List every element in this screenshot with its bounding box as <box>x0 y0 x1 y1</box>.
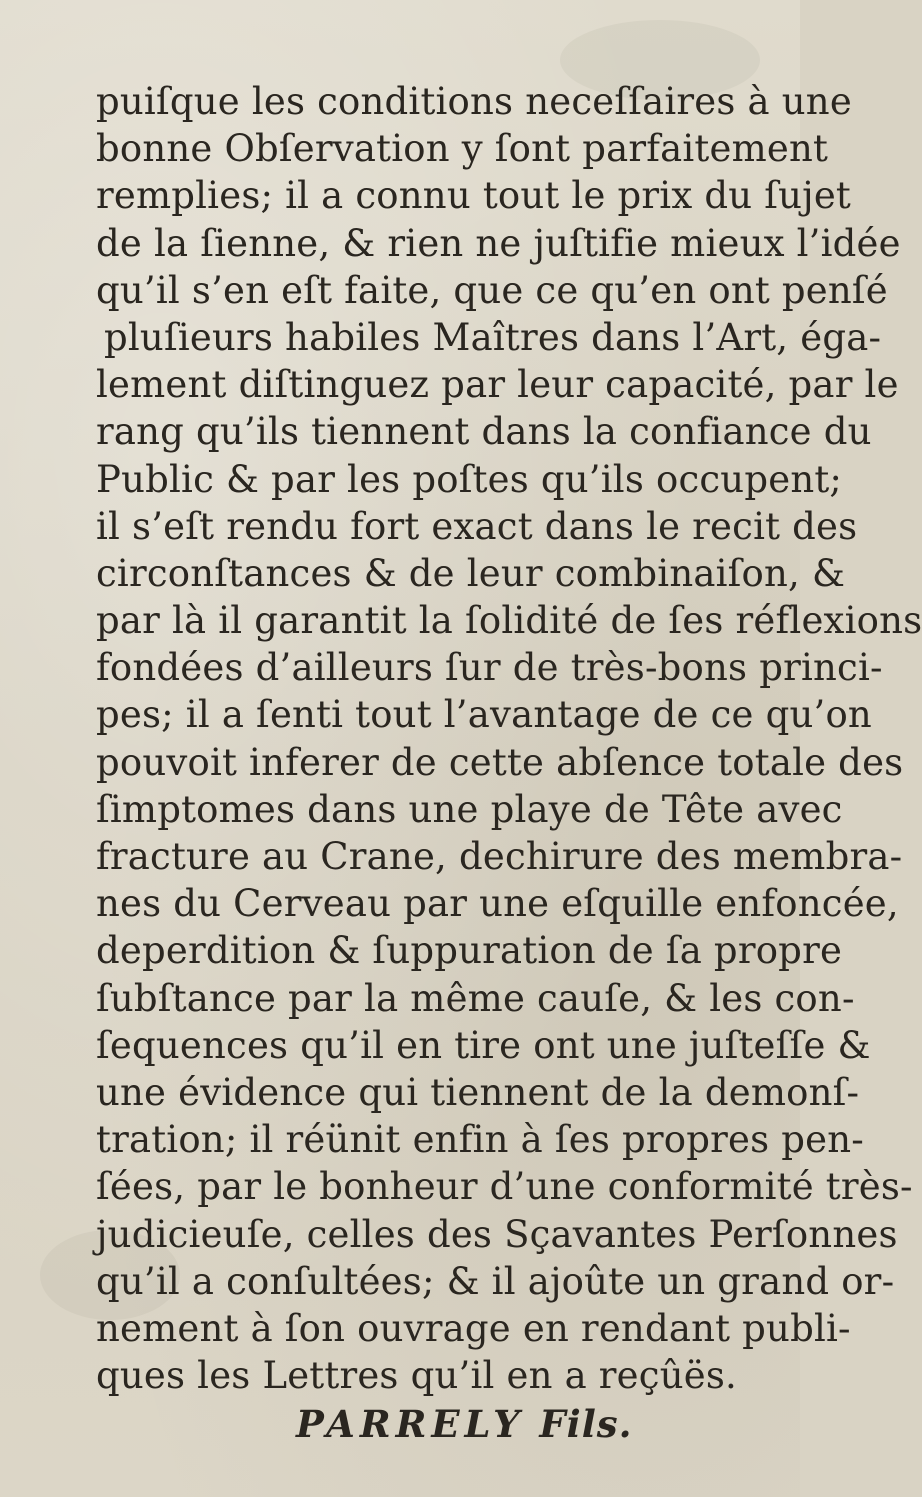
text-line: pouvoit inferer de cette abſence totale des <box>96 740 904 784</box>
text-line: nes du Cerveau par une eſquille enfoncée, <box>96 882 899 926</box>
page-text <box>96 78 922 1449</box>
text-line: bonne Obſervation y ſont parfaitement <box>96 127 829 171</box>
text-line: Public & par les poſtes qu’ils occupent; <box>96 457 843 501</box>
text-line: lement diſtinguez par leur capacité, par le <box>96 363 899 407</box>
text-line: il s’eſt rendu fort exact dans le recit des <box>96 504 858 548</box>
text-line: deperdition & ſuppuration de ſa propre <box>96 929 843 973</box>
text-line: ſimptomes dans une playe de Tête avec <box>96 787 843 831</box>
text-line: qu’il s’en eſt faite, que ce qu’en ont penſé <box>96 268 888 312</box>
text-line: puiſque les conditions neceſſaires à une <box>96 80 852 123</box>
text-line: fracture au Crane, dechirure des membra- <box>96 835 903 878</box>
text-line: ſubſtance par la même cauſe, & les con- <box>96 976 855 1020</box>
text-line: nement à ſon ouvrage en rendant publi- <box>96 1306 851 1350</box>
signature <box>96 1399 796 1449</box>
text-line: une évidence qui tiennent de la demonſ- <box>96 1070 860 1114</box>
text-line: fondées d’ailleurs ſur de très-bons princi- <box>96 646 883 690</box>
signature-suffix: Fils. <box>539 1402 633 1447</box>
text-line: pluſieurs habiles Maîtres dans l’Art, éga- <box>104 315 882 359</box>
text-line: pes; il a ſenti tout l’avantage de ce qu’on <box>96 693 872 737</box>
text-line: de la ſienne, & rien ne juſtifie mieux l’idée <box>96 221 901 265</box>
text-line: circonſtances & de leur combinaiſon, & <box>96 551 846 595</box>
text-line: judicieuſe, celles des Sçavantes Perſonnes <box>96 1212 898 1256</box>
text-line: ſées, par le bonheur d’une conformité très- <box>96 1165 913 1209</box>
text-line: par là il garantit la ſolidité de ſes réflexions <box>96 599 922 643</box>
text-line: ſequences qu’il en tire ont une juſteſſe & <box>96 1023 871 1067</box>
text-line: tration; il réünit enfin à ſes propres pen- <box>96 1118 864 1162</box>
text-line: qu’il a conſultées; & il ajoûte un grand or- <box>96 1259 895 1303</box>
text-line: remplies; il a connu tout le prix du ſujet <box>96 174 851 218</box>
text-line-last: ques les Lettres qu’il en a reçûës. <box>96 1354 737 1398</box>
text-line: rang qu’ils tiennent dans la confiance du <box>96 410 872 454</box>
signature-name: PARRELY <box>296 1402 525 1447</box>
